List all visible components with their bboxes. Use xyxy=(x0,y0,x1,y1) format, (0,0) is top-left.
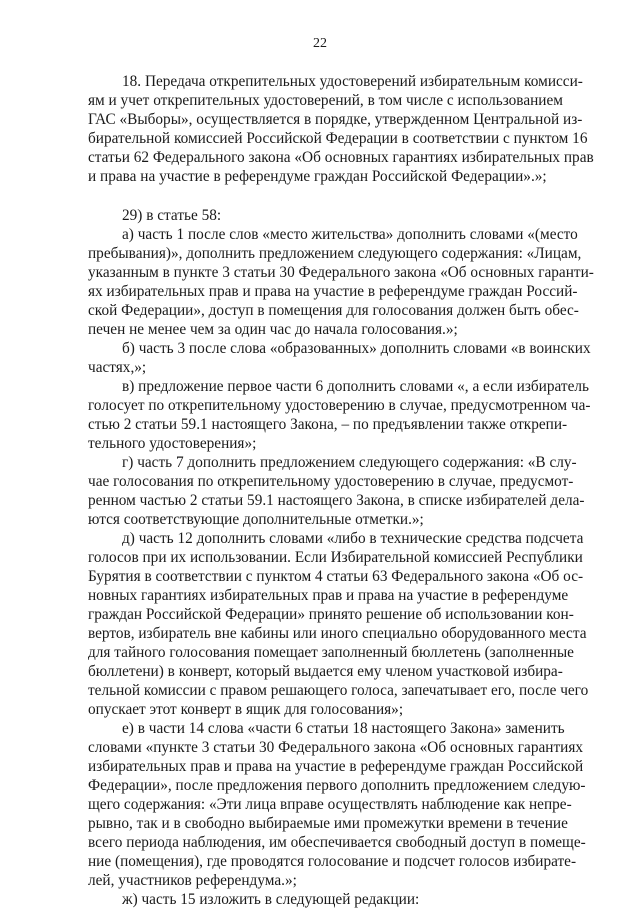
text-line: тельного удостоверения»; xyxy=(88,435,257,452)
text-line: рывно, так и в свободно выбираемые ими промежутки времени в течение xyxy=(88,815,568,832)
text-line: ние (помещения), где проводятся голосование и подсчет голосов избирате- xyxy=(88,853,577,870)
text-line: ж) часть 15 изложить в следующей редакции: xyxy=(122,891,420,908)
text-line: 29) в статье 58: xyxy=(122,207,222,224)
text-line: Бурятия в соответствии с пунктом 4 статьи 63 Федерального закона «Об ос- xyxy=(88,568,584,585)
text-line: статьи 62 Федерального закона «Об основных гарантиях избирательных прав xyxy=(88,149,594,166)
page-number: 22 xyxy=(313,36,327,51)
text-line: г) часть 7 дополнить предложением следующего содержания: «В слу- xyxy=(122,454,577,471)
text-line: ренном частью 2 статьи 59.1 настоящего Закона, в списке избирателей дела- xyxy=(88,492,585,509)
text-line: избирательных прав и права на участие в референдуме граждан Российской xyxy=(88,758,584,775)
text-line: щего содержания: «Эти лица вправе осуществлять наблюдение как непре- xyxy=(88,796,572,813)
text-line: чае голосования по открепительному удостоверению в случае, предусмот- xyxy=(88,473,574,490)
text-line: ям и учет открепительных удостоверений, в том числе с использованием xyxy=(88,92,563,109)
text-line: д) часть 12 дополнить словами «либо в технические средства подсчета xyxy=(122,530,584,547)
text-line: граждан Российской Федерации» принято решение об использовании кон- xyxy=(88,606,574,623)
text-line: тельной комиссии с правом решающего голоса, запечатывает его, после чего xyxy=(88,682,589,699)
text-line: новных гарантиях избирательных прав и права на участие в референдуме xyxy=(88,587,569,604)
text-line: для тайного голосования помещает заполненный бюллетень (заполненные xyxy=(88,644,574,661)
text-line: бирательной комиссией Российской Федерации в соответствии с пунктом 16 xyxy=(88,130,588,147)
text-line: в) предложение первое части 6 дополнить словами «, а если избиратель xyxy=(122,378,589,395)
text-line: словами «пункте 3 статьи 30 Федерального закона «Об основных гарантиях xyxy=(88,739,584,756)
text-line: а) часть 1 после слов «место жительства» дополнить словами «(место xyxy=(122,226,578,243)
text-line: е) в части 14 слова «части 6 статьи 18 настоящего Закона» заменить xyxy=(122,720,565,737)
text-line: пребывания)», дополнить предложением следующего содержания: «Лицам, xyxy=(88,245,582,262)
text-line: ской Федерации», доступ в помещения для голосования должен быть обес- xyxy=(88,302,579,319)
text-line: указанным в пункте 3 статьи 30 Федерального закона «Об основных гаранти- xyxy=(88,264,594,281)
text-line: бюллетени) в конверт, который выдается ему членом участковой избира- xyxy=(88,663,563,680)
text-line: ГАС «Выборы», осуществляется в порядке, утвержденном Центральной из- xyxy=(88,111,583,128)
text-line: стью 2 статьи 59.1 настоящего Закона, – по предъявлении также открепи- xyxy=(88,416,568,433)
text-line: печен не менее чем за один час до начала голосования.»; xyxy=(88,321,458,338)
text-line: вертов, избиратель вне кабины или иного специально оборудованного места xyxy=(88,625,587,642)
text-line: голосует по открепительному удостоверению в случае, предусмотренном ча- xyxy=(88,397,591,414)
text-line: 18. Передача открепительных удостоверений избирательным комисси- xyxy=(122,73,583,90)
text-line: Федерации», после предложения первого дополнить предложением следую- xyxy=(88,777,586,794)
text-line: голосов при их использовании. Если Избирательной комиссией Республики xyxy=(88,549,583,566)
text-line: ются соответствующие дополнительные отметки.»; xyxy=(88,511,424,528)
text-line: и права на участие в референдуме граждан Российской Федерации».»; xyxy=(88,168,547,185)
text-line: б) часть 3 после слова «образованных» дополнить словами «в воинских xyxy=(122,340,591,357)
text-line: всего периода наблюдения, им обеспечивается свободный доступ в помеще- xyxy=(88,834,586,851)
text-line: ях избирательных прав и права на участие в референдуме граждан Россий- xyxy=(88,283,578,300)
text-line: частях,»; xyxy=(88,359,147,376)
text-line: опускает этот конверт в ящик для голосования»; xyxy=(88,701,404,718)
text-line: лей, участников референдума.»; xyxy=(88,872,297,889)
